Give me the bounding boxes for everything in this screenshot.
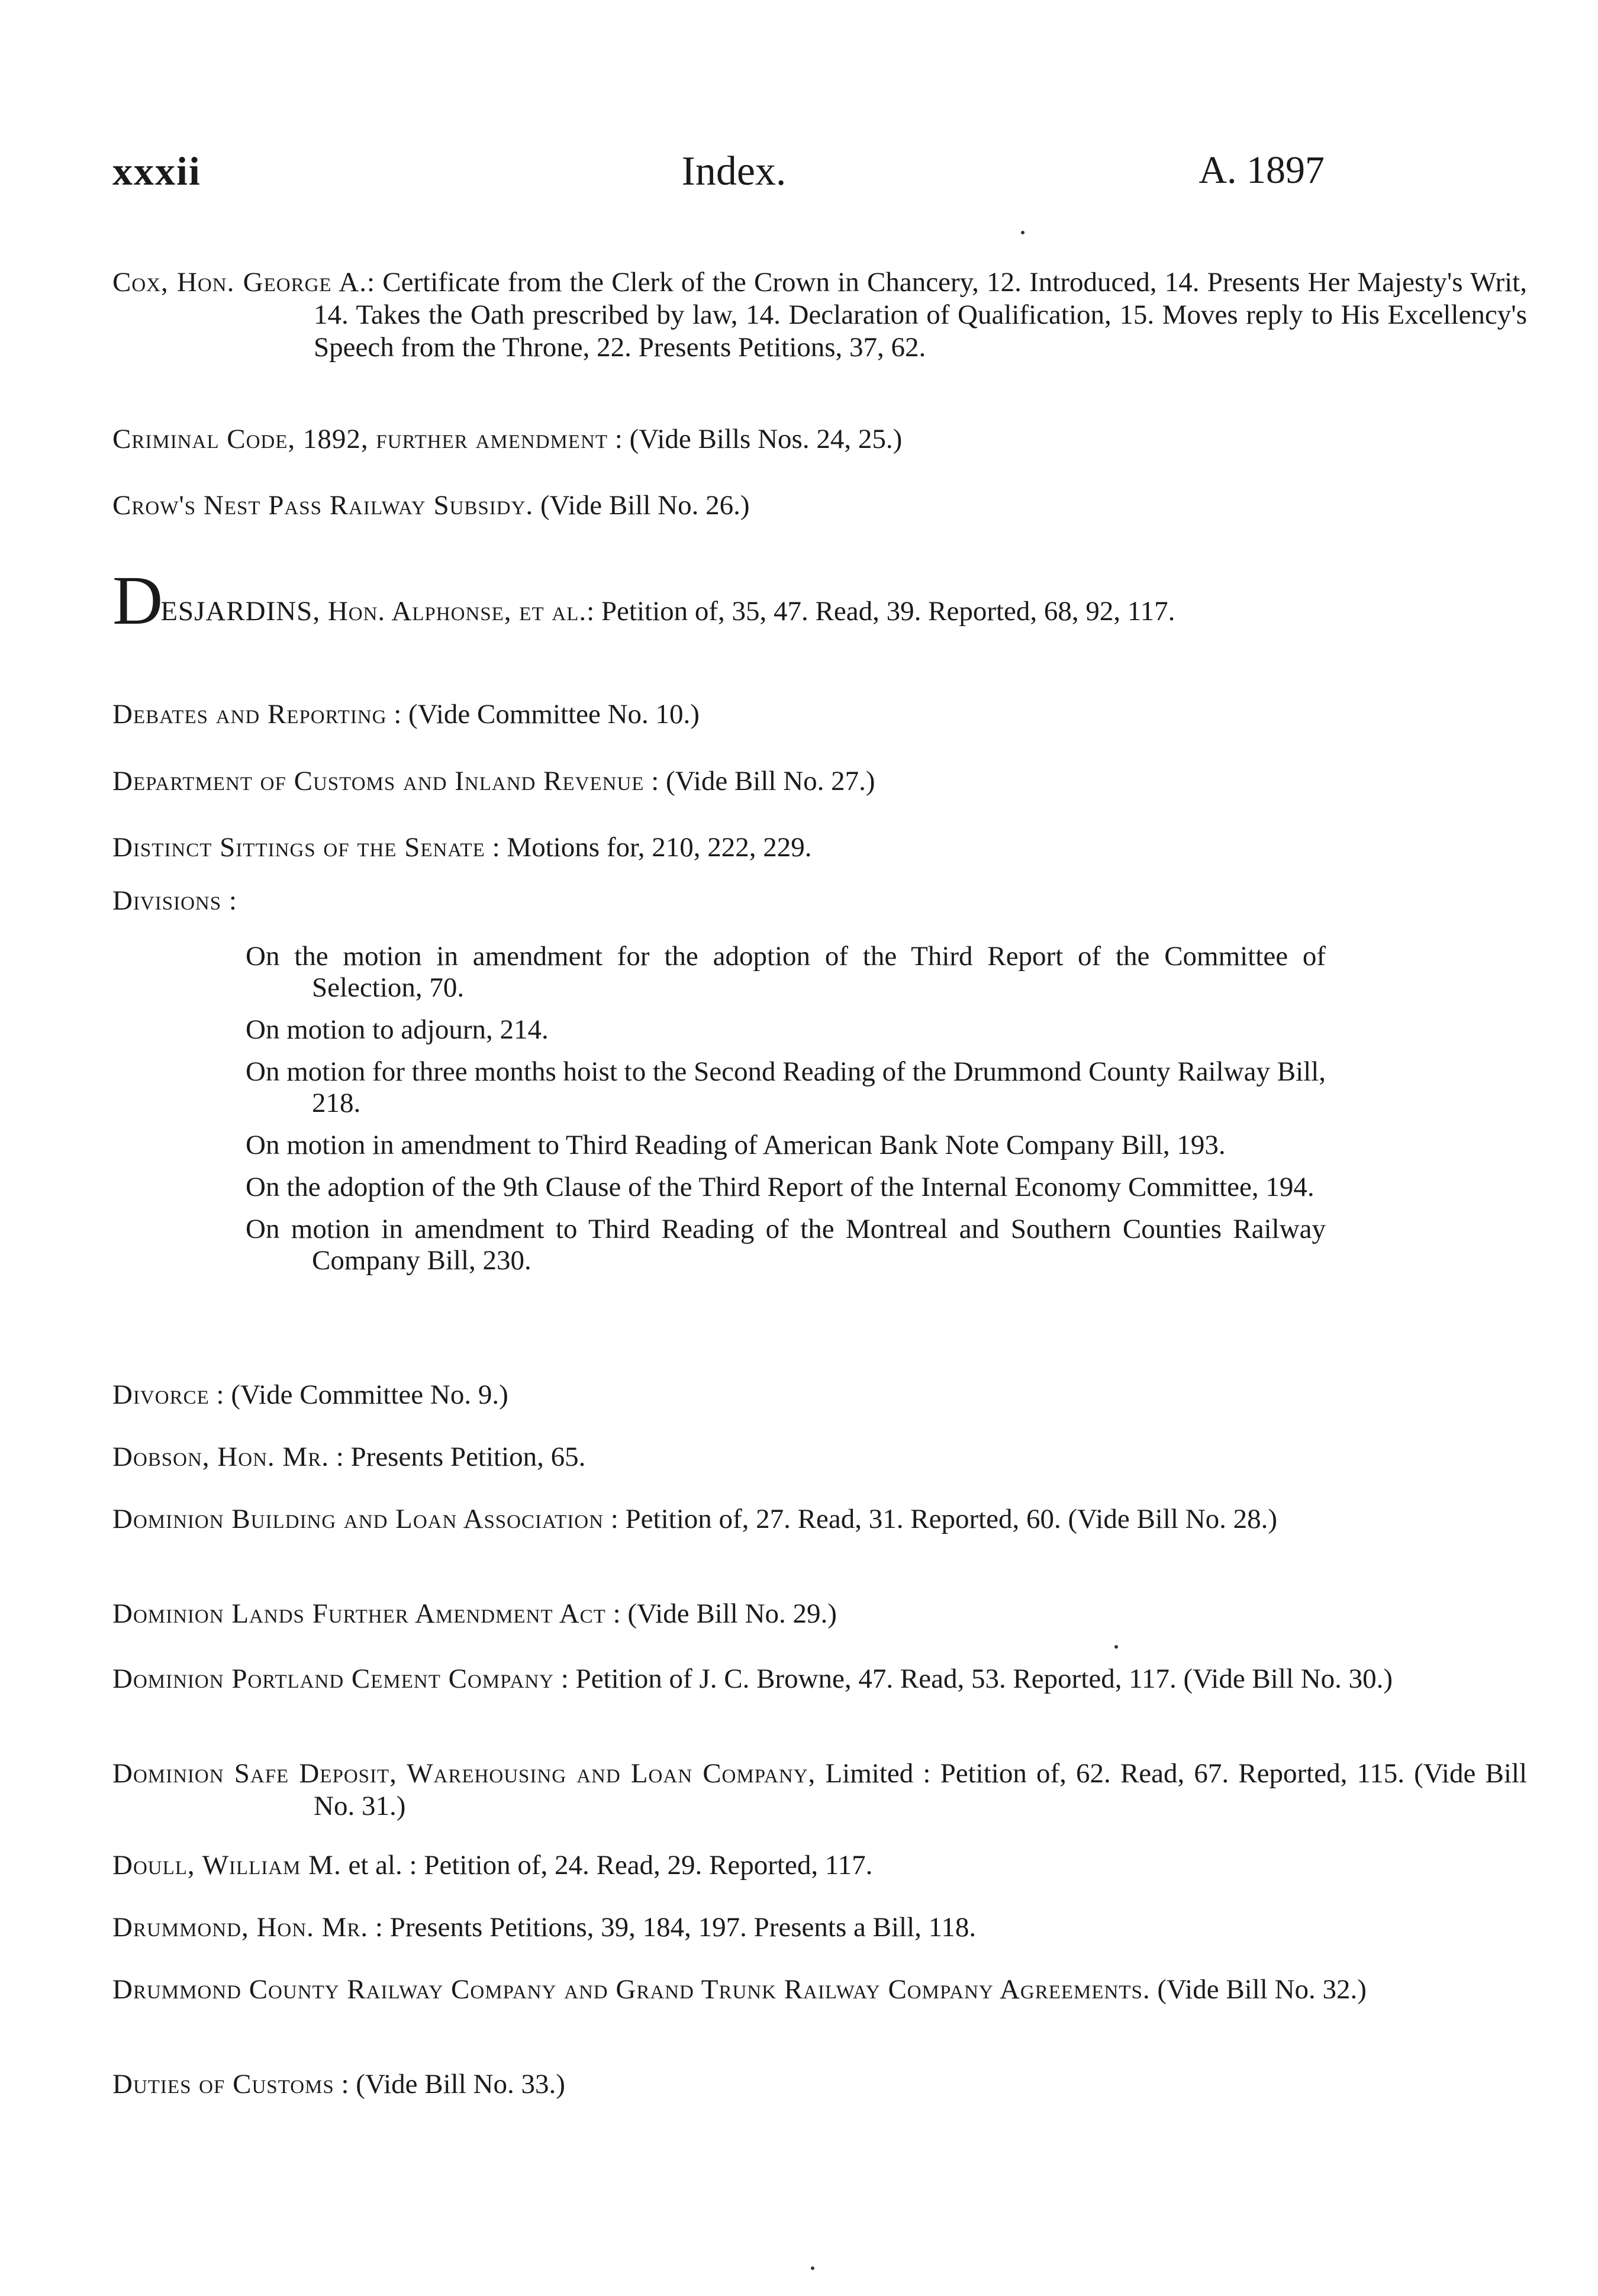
- entry-heading: Debates and Reporting: [112, 699, 387, 730]
- page-number: xxxii: [112, 149, 201, 194]
- entry-dominion-lands: [112, 1598, 1527, 1630]
- entry-text: (Vide Bill No. 32.): [1157, 1974, 1367, 2005]
- entry-drummond-railway: [112, 1973, 1527, 2006]
- entry-text: (Vide Bill No. 26.): [540, 490, 750, 521]
- entry-text: : (Vide Bill No. 33.): [341, 2069, 565, 2100]
- entry-text: : (Vide Committee No. 9.): [216, 1379, 508, 1410]
- entry-heading: Distinct Sittings of the Senate: [112, 832, 485, 863]
- entry-text: : Certificate from the Clerk of the Crown in Chancery, 12. Introduced, 14. Presents Her Majesty's Writ, 14. Takes the Oath prescribed by law, 14. Declaration of Qualification, 15. Moves reply to His Excellency's Speech from the Throne, 22. Presents Petitions, 37, 62.: [314, 267, 1527, 363]
- entry-heading: Drummond, Hon. Mr.: [112, 1912, 369, 1943]
- entry-heading: Divorce: [112, 1379, 210, 1410]
- entry-text: Limited : Petition of, 62. Read, 67. Reported, 115. (Vide Bill No. 31.): [314, 1758, 1527, 1821]
- entry-text: : (Vide Bills Nos. 24, 25.): [614, 424, 903, 454]
- entry-heading: Duties of Customs: [112, 2069, 334, 2100]
- entry-drummond: [112, 1911, 1527, 1944]
- entry-text: : Motions for, 210, 222, 229.: [492, 832, 812, 863]
- entry-heading: Dominion Portland Cement Company: [112, 1663, 554, 1694]
- entry-text: : Presents Petitions, 39, 184, 197. Presents a Bill, 118.: [375, 1912, 977, 1943]
- entry-text: : Petition of, 35, 47. Read, 39. Reported, 68, 92, 117.: [587, 596, 1175, 627]
- page-title: Index.: [681, 149, 787, 194]
- entry-text: : Petition of, 27. Read, 31. Reported, 60. (Vide Bill No. 28.): [610, 1504, 1278, 1534]
- entry-heading: Doull, William M.: [112, 1850, 341, 1881]
- entry-heading: Criminal Code, 1892, further amendment: [112, 424, 608, 454]
- scan-speck: [1114, 1645, 1118, 1649]
- entry-heading: ESJARDINS, Hon. Alphonse, et al.: [160, 596, 587, 627]
- entry-department-customs: [112, 765, 1527, 798]
- drop-cap: D: [112, 562, 163, 639]
- entry-cox: [112, 266, 1527, 364]
- entry-text: : (Vide Bill No. 27.): [651, 766, 875, 796]
- list-item: On motion for three months hoist to the Second Reading of the Drummond County Railway Bill, 218.: [246, 1056, 1326, 1118]
- list-item: On the motion in amendment for the adoption of the Third Report of the Committee of Selection, 70.: [246, 941, 1326, 1003]
- entry-desjardins: [112, 562, 1527, 639]
- list-item: On motion to adjourn, 214.: [246, 1014, 549, 1045]
- list-item: On motion in amendment to Third Reading of the Montreal and Southern Counties Railway Company Bill, 230.: [246, 1214, 1326, 1276]
- entry-text: : (Vide Committee No. 10.): [394, 699, 700, 730]
- entry-dominion-building: [112, 1503, 1527, 1536]
- entry-divorce: [112, 1379, 1527, 1411]
- entry-text: : Petition of J. C. Browne, 47. Read, 53. Reported, 117. (Vide Bill No. 30.): [560, 1663, 1393, 1694]
- divisions-list: [246, 941, 1326, 1287]
- entry-dominion-safe-deposit: [112, 1758, 1527, 1823]
- entry-heading: Crow's Nest Pass Railway Subsidy.: [112, 490, 534, 521]
- entry-heading: Divisions :: [112, 885, 237, 916]
- entry-dominion-portland: [112, 1663, 1527, 1695]
- entry-text: : Presents Petition, 65.: [336, 1442, 586, 1472]
- entry-heading: Dominion Lands Further Amendment Act: [112, 1598, 606, 1629]
- entry-heading: Cox, Hon. George A.: [112, 267, 367, 298]
- entry-doull: [112, 1849, 1527, 1882]
- entry-heading: Dobson, Hon. Mr.: [112, 1442, 329, 1472]
- entry-dobson: [112, 1441, 1527, 1473]
- year-label: A. 1897: [1198, 149, 1325, 192]
- entry-text: et al. : Petition of, 24. Read, 29. Reported, 117.: [348, 1850, 873, 1881]
- scan-speck: [1021, 231, 1024, 234]
- list-item: On motion in amendment to Third Reading of American Bank Note Company Bill, 193.: [246, 1130, 1226, 1160]
- entry-distinct-sittings: [112, 831, 1527, 864]
- entry-crows-nest: [112, 489, 1527, 522]
- entry-debates: [112, 698, 1527, 731]
- entry-duties-customs: [112, 2068, 1527, 2101]
- entry-divisions: [112, 885, 1527, 917]
- entry-heading: Department of Customs and Inland Revenue: [112, 766, 645, 796]
- scan-speck: [811, 2266, 814, 2270]
- entry-heading: Drummond County Railway Company and Grand Trunk Railway Company Agreements.: [112, 1974, 1151, 2005]
- entry-text: : (Vide Bill No. 29.): [613, 1598, 837, 1629]
- entry-heading: Dominion Building and Loan Association: [112, 1504, 604, 1534]
- entry-heading: Dominion Safe Deposit, Warehousing and Loan Company,: [112, 1758, 816, 1789]
- list-item: On the adoption of the 9th Clause of the Third Report of the Internal Economy Committee, 194.: [246, 1172, 1315, 1202]
- entry-criminal-code: [112, 423, 1527, 456]
